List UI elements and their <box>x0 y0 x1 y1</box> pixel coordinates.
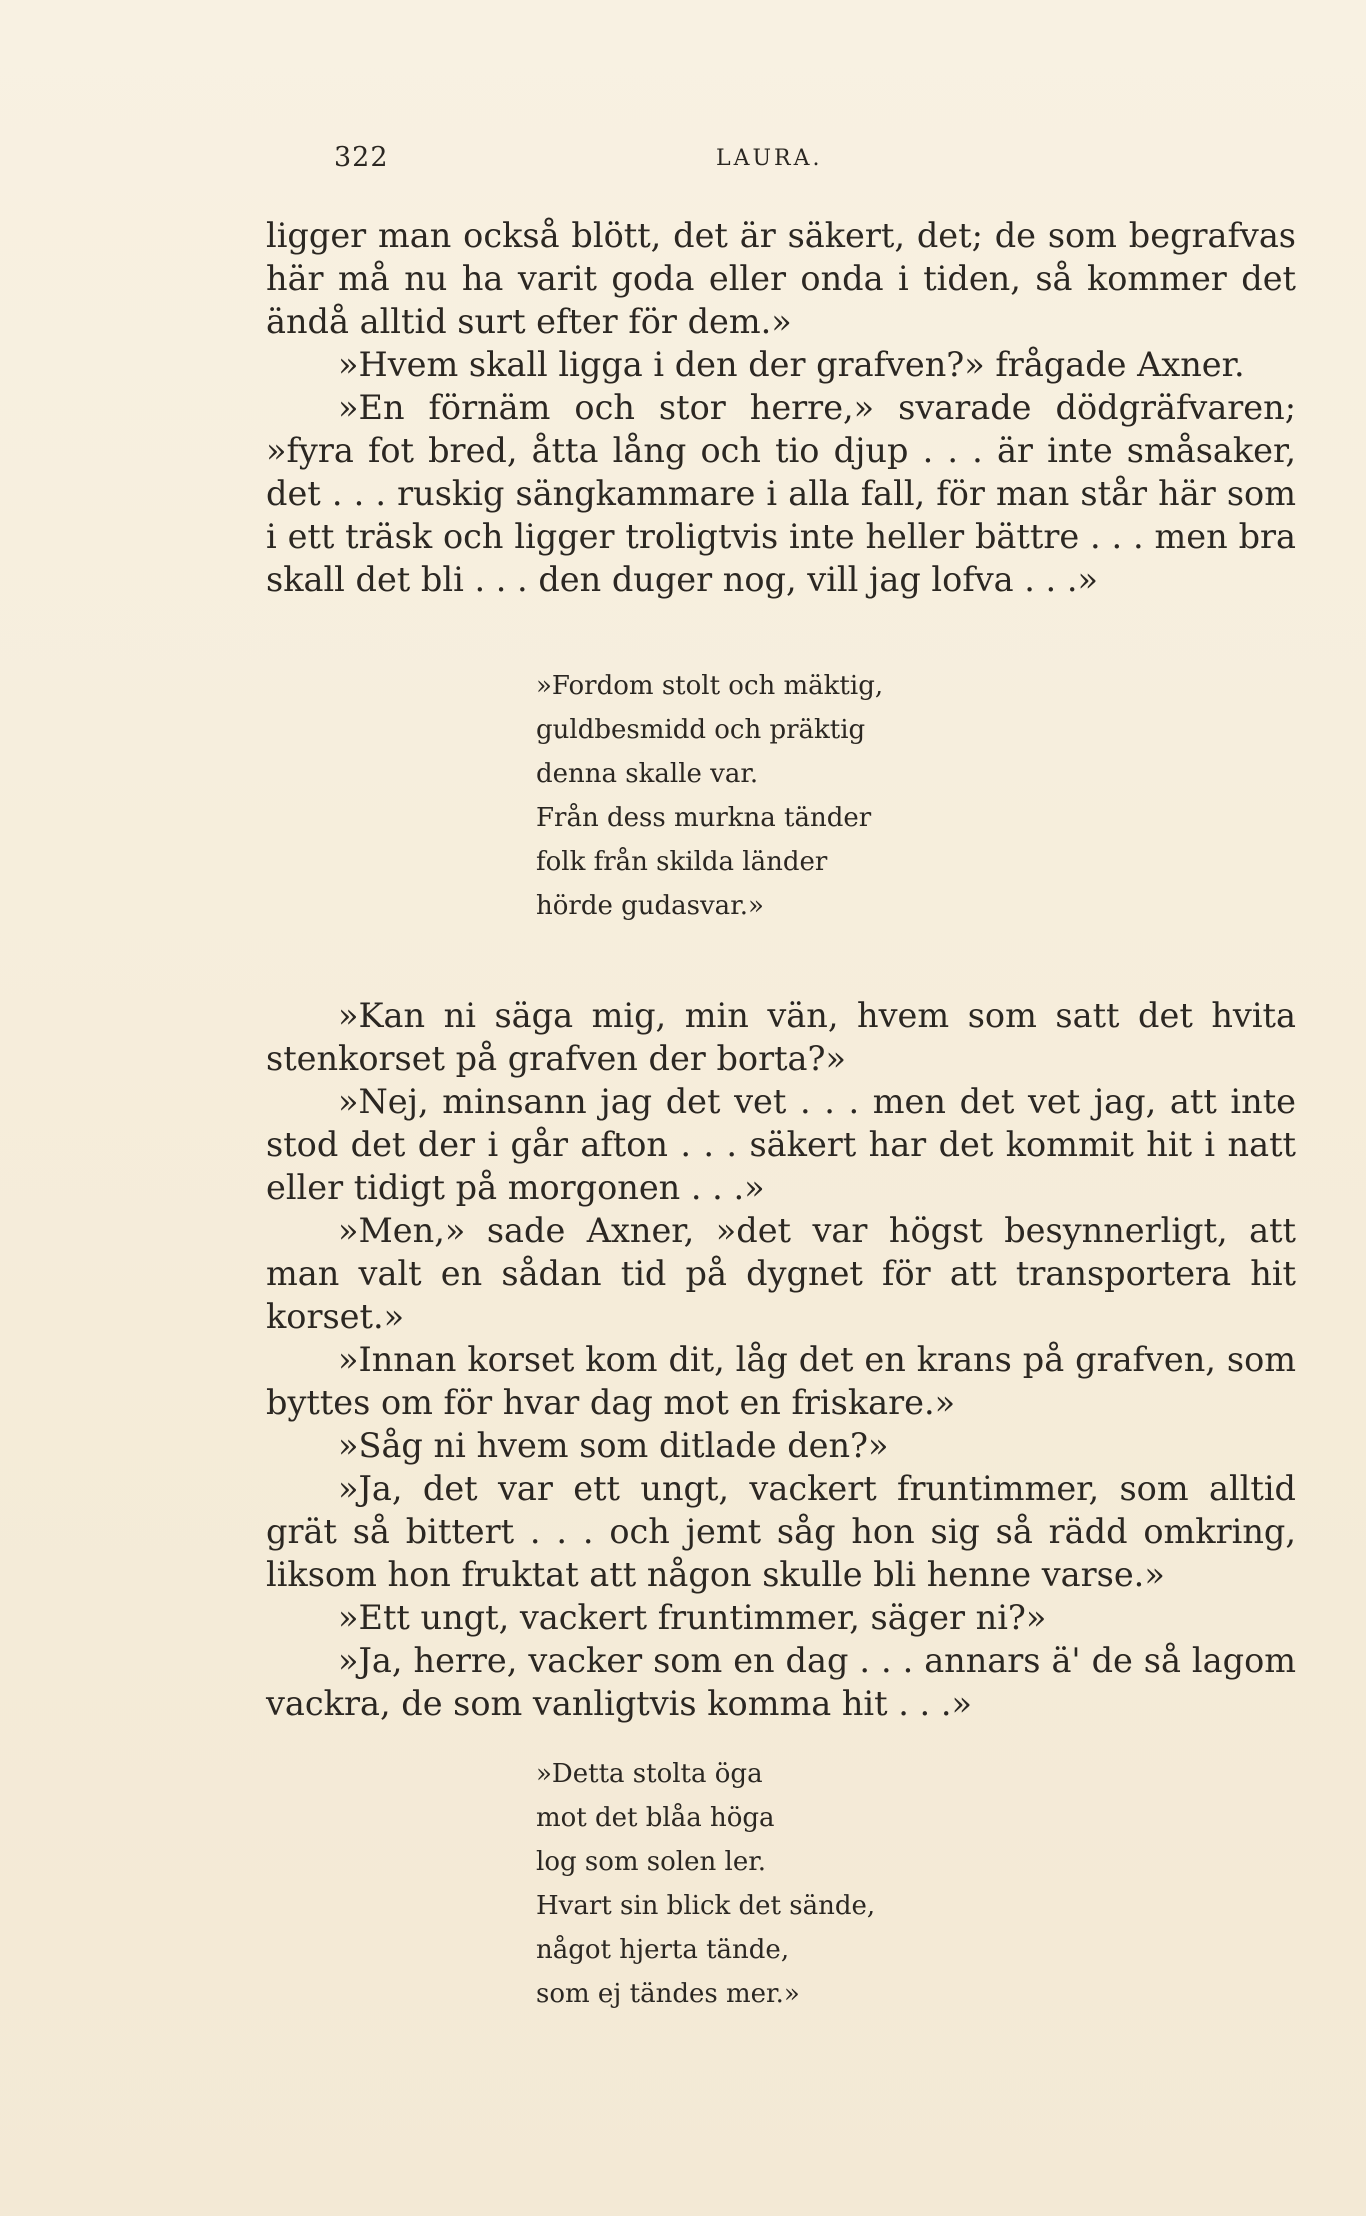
verse-line: något hjerta tände, <box>536 1935 790 1965</box>
paragraph: »Ja, herre, vacker som en dag . . . annars ä' de så lagom vackra, de som vanligtvis komma hit . . .» <box>266 1641 1296 1723</box>
prose-block-2 <box>266 994 1296 1725</box>
paragraph: »Innan korset kom dit, låg det en krans på grafven, som byttes om för hvar dag mot en friskare.» <box>266 1340 1296 1422</box>
running-title: LAURA. <box>716 146 823 171</box>
paragraph: ligger man också blött, det är säkert, det; de som begrafvas här må nu ha varit goda eller onda i tiden, så kommer det ändå alltid surt efter för dem.» <box>266 216 1296 341</box>
verse-stanza-2 <box>536 1752 875 2016</box>
paragraph: »Ett ungt, vackert fruntimmer, säger ni?» <box>338 1598 1047 1637</box>
verse-stanza-1 <box>536 664 883 928</box>
verse-line: »Detta stolta öga <box>536 1759 763 1789</box>
verse-line: log som solen ler. <box>536 1847 767 1877</box>
verse-line: som ej tändes mer.» <box>536 1979 800 2009</box>
verse-line: Hvart sin blick det sände, <box>536 1891 876 1921</box>
verse-line: mot det blåa höga <box>536 1803 775 1833</box>
verse-line: denna skalle var. <box>536 759 759 789</box>
verse-line: »Fordom stolt och mäktig, <box>536 671 884 701</box>
prose-block-1 <box>266 214 1296 601</box>
paragraph: »Men,» sade Axner, »det var högst besynnerligt, att man valt en sådan tid på dygnet för att transportera hit korset.» <box>266 1211 1296 1336</box>
verse-line: hörde gudasvar.» <box>536 891 764 921</box>
paragraph: »Hvem skall ligga i den der grafven?» frågade Axner. <box>338 345 1245 384</box>
verse-line: folk från skilda länder <box>536 847 828 877</box>
page-number: 322 <box>334 142 389 173</box>
paragraph: »Ja, det var ett ungt, vackert fruntimmer, som alltid grät så bittert . . . och jemt såg hon sig så rädd omkring, liksom hon fruktat att någon skulle bli henne varse.» <box>266 1469 1296 1594</box>
paragraph: »Nej, minsann jag det vet . . . men det vet jag, att inte stod det der i går afton . . . säkert har det kommit hit i natt eller tidigt på morgonen . . .» <box>266 1082 1296 1207</box>
verse-line: guldbesmidd och präktig <box>536 715 866 745</box>
page-header <box>0 142 1366 182</box>
paragraph: »En förnäm och stor herre,» svarade dödgräfvaren; »fyra fot bred, åtta lång och tio djup . . . är inte småsaker, det . . . ruskig sängkammare i alla fall, för man står här som i ett träsk och ligger troligtvis inte heller bättre . . . men bra skall det bli . . . den duger nog, vill jag lofva . . .» <box>266 388 1296 599</box>
paragraph: »Kan ni säga mig, min vän, hvem som satt det hvita stenkorset på grafven der borta?» <box>266 996 1296 1078</box>
paragraph: »Såg ni hvem som ditlade den?» <box>338 1426 889 1465</box>
verse-line: Från dess murkna tänder <box>536 803 872 833</box>
